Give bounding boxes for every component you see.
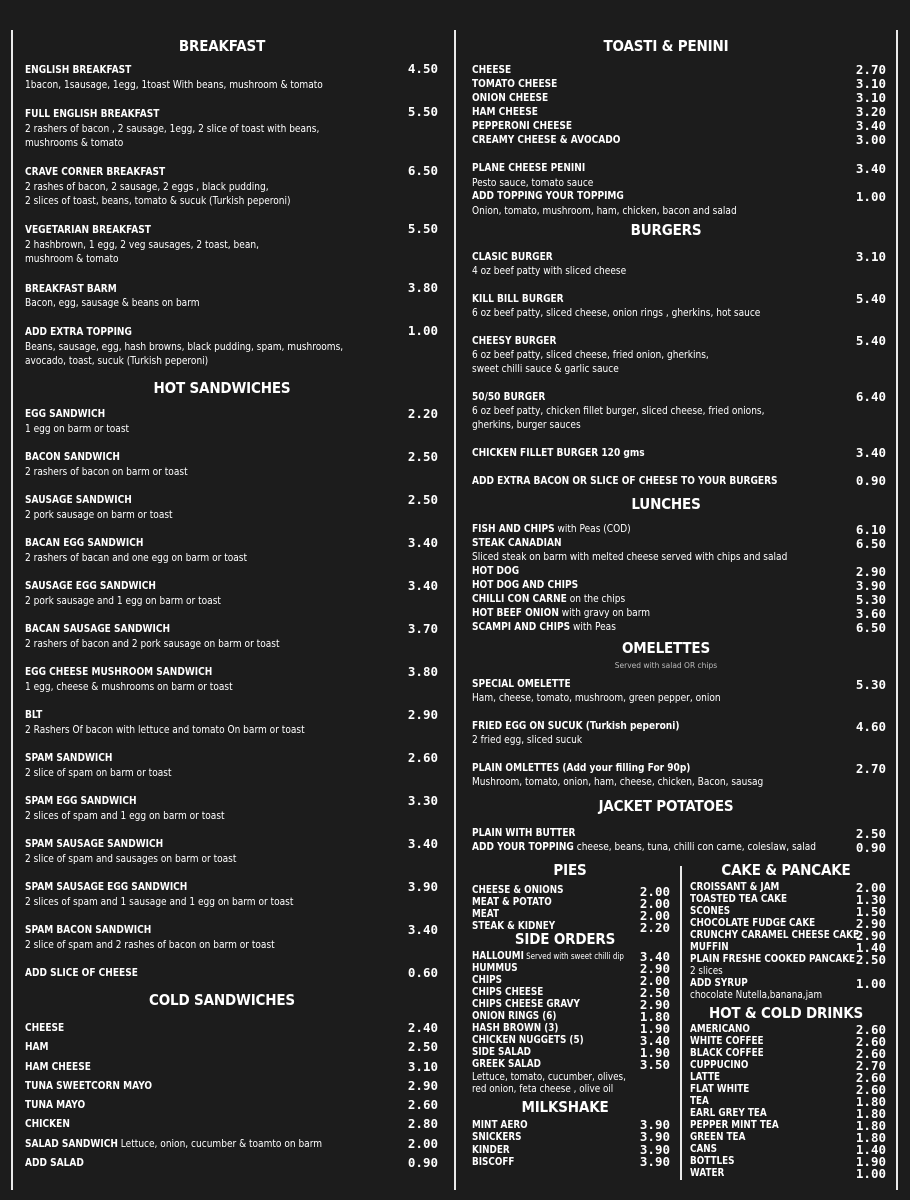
item-desc: Onion, tomato, mushroom, ham, chicken, bacon and salad [472,205,737,217]
item-name: EGG CHEESE MUSHROOM SANDWICH [25,666,213,678]
item-price: 2.20 [407,406,438,421]
item-name: CHIPS CHEESE [472,986,544,998]
item-price: 3.70 [407,621,438,636]
item-name: SNICKERS [472,1131,522,1143]
item-name: CHIPS CHEESE GRAVY [472,998,580,1010]
item-price: 1.80 [639,1009,670,1024]
item-price: 1.80 [855,1106,886,1121]
item-price: 3.40 [855,118,886,133]
item-name: ADD SLICE OF CHEESE [25,967,138,979]
item-name: STEAK & KIDNEY [472,920,556,932]
item-name: SPAM SANDWICH [25,752,113,764]
item-name: FLAT WHITE [690,1083,750,1095]
item-price: 3.90 [407,879,438,894]
item-price: 2.50 [855,952,886,967]
item-name: BACON SANDWICH [25,451,120,463]
item-price: 3.50 [639,1057,670,1072]
item-name: WATER [690,1167,725,1179]
item-desc: Pesto sauce, tomato sauce [472,177,594,189]
section-title: HOT & COLD DRINKS [708,1004,864,1022]
item-price: 4.50 [407,61,438,76]
item-price: 6.50 [855,536,886,551]
item-name: CHEESY BURGER [472,335,557,347]
item-name: TEA [690,1095,709,1107]
item-name: ADD TOPPING YOUR TOPPIMG [472,190,624,202]
item-name: HAM CHEESE [472,106,538,118]
item-name: HOT DOG AND CHIPS [472,579,579,591]
item-desc: 2 rashers of bacan and one egg on barm or toast [25,552,248,564]
item-name: PEPPER MINT TEA [690,1119,779,1131]
item-name-bold: ADD YOUR TOPPING [472,841,574,853]
item-price: 1.00 [855,1166,886,1181]
item-price: 3.40 [407,535,438,550]
item-price: 2.40 [407,1020,438,1035]
item-price: 2.90 [407,1078,438,1093]
item-price: 1.00 [855,189,886,204]
item-name: SIDE SALAD [472,1046,531,1058]
item-desc: Ham, cheese, tomato, mushroom, green pepper, onion [472,692,721,704]
item-name: TOASTED TEA CAKE [690,893,787,905]
item-name: ONION RINGS (6) [472,1010,557,1022]
item-extra: on the chips [566,593,626,605]
item-name: CHIPS [472,974,502,986]
item-extra: with Peas [570,621,616,633]
item-desc: Sliced steak on barm with melted cheese served with chips and salad [472,551,788,563]
item-desc-line2: red onion, feta cheese , olive oil [472,1083,614,1095]
item-desc: 1 egg, cheese & mushrooms on barm or toast [25,681,233,693]
item-price: 1.80 [855,1094,886,1109]
item-price: 3.00 [855,132,886,147]
item-price: 2.70 [855,62,886,77]
item-desc: 6 oz beef patty, sliced cheese, fried onion, gherkins, [472,349,709,361]
item-name: VEGETARIAN BREAKFAST [25,224,151,236]
right-border-line [896,30,898,1190]
item-price: 3.40 [639,949,670,964]
item-price: 2.50 [639,985,670,1000]
item-price: 2.50 [407,449,438,464]
item-extra: Served with sweet chilli dip [523,952,624,962]
item-name: BLACK COFFEE [690,1047,764,1059]
item-price: 3.40 [407,922,438,937]
item-desc: 2 rashes of bacon, 2 sausage, 2 eggs , black pudding, [25,181,269,193]
item-price: 3.20 [855,104,886,119]
item-name: ONION CHEESE [472,92,549,104]
item-name: SPAM SAUSAGE EGG SANDWICH [25,881,188,893]
item-name: HOT DOG [472,565,520,577]
item-name: PLAIN WITH BUTTER [472,827,576,839]
item-price: 4.60 [855,719,886,734]
item-price: 2.80 [407,1116,438,1131]
item-desc-line2: avocado, toast, sucuk (Turkish peperoni) [25,355,209,367]
item-price: 5.50 [407,104,438,119]
item-name: CHEESE [472,64,512,76]
item-name: CHOCOLATE FUDGE CAKE [690,917,816,929]
item-name: SAUSAGE SANDWICH [25,494,132,506]
item-name: CHICKEN NUGGETS (5) [472,1034,584,1046]
item-price: 0.90 [855,840,886,855]
item-name: MEAT [472,908,499,920]
item-desc-line2: mushrooms & tomato [25,137,124,149]
item-name [472,592,625,607]
item-price: 5.40 [855,333,886,348]
item-name: SPAM EGG SANDWICH [25,795,137,807]
item-name-bold: HALLOUMI [472,950,524,962]
item-price: 0.60 [407,965,438,980]
item-price: 6.50 [407,163,438,178]
item-desc: 2 slice of spam and sausages on barm or toast [25,853,237,865]
item-name: CHICKEN FILLET BURGER 120 gms [472,447,645,459]
item-price: 1.80 [855,1130,886,1145]
item-price: 0.90 [855,473,886,488]
item-price: 3.40 [855,161,886,176]
item-price: 1.00 [407,323,438,338]
section-title: JACKET POTATOES [598,797,734,815]
item-name: ENGLISH BREAKFAST [25,64,132,76]
item-price: 3.30 [407,793,438,808]
item-price: 2.60 [855,1082,886,1097]
item-extra: with Peas (COD) [554,523,631,535]
item-price: 1.50 [855,904,886,919]
section-title: PIES [553,861,587,879]
item-name: CHICKEN [25,1118,70,1130]
section-title: TOASTI & PENINI [603,37,729,55]
item-price: 3.40 [407,836,438,851]
item-price: 3.90 [639,1117,670,1132]
item-price: 2.90 [639,997,670,1012]
item-extra: cheese, beans, tuna, chilli con carne, coleslaw, salad [573,841,816,853]
item-desc: 2 rashers of bacon and 2 pork sausage on barm or toast [25,638,280,650]
item-price: 3.10 [855,76,886,91]
item-price: 1.80 [855,1118,886,1133]
item-price: 2.50 [855,826,886,841]
item-extra: Lettuce, onion, cucumber & toamto on barm [117,1138,323,1150]
item-name: CANS [690,1143,718,1155]
item-price: 2.50 [407,492,438,507]
item-desc: 2 slices of spam and 1 sausage and 1 egg on barm or toast [25,896,294,908]
item-desc-line2: gherkins, burger sauces [472,419,581,431]
item-name [472,606,650,621]
item-price: 2.70 [855,761,886,776]
item-price: 3.40 [407,578,438,593]
item-price: 1.40 [855,1142,886,1157]
item-price: 3.90 [639,1129,670,1144]
item-name: PLAIN FRESHE COOKED PANCAKE [690,953,856,965]
item-price: 3.40 [639,1033,670,1048]
item-desc-line2: mushroom & tomato [25,253,119,265]
item-price: 2.90 [639,961,670,976]
item-name: EARL GREY TEA [690,1107,767,1119]
section-title: COLD SANDWICHES [149,991,295,1009]
item-name: ADD SYRUP [690,977,748,989]
section-title: MILKSHAKE [521,1098,609,1116]
item-name: KINDER [472,1144,510,1156]
item-name: EGG SANDWICH [25,408,106,420]
item-price: 0.90 [407,1155,438,1170]
item-price: 3.60 [855,606,886,621]
item-name: WHITE COFFEE [690,1035,764,1047]
item-price: 1.90 [639,1045,670,1060]
item-desc: 2 pork sausage on barm or toast [25,509,173,521]
item-price: 5.30 [855,677,886,692]
item-name: CRUNCHY CARAMEL CHEESE CAKE [690,929,860,941]
item-price: 3.80 [407,664,438,679]
item-name: BACAN EGG SANDWICH [25,537,144,549]
item-desc: 6 oz beef patty, sliced cheese, onion rings , gherkins, hot sauce [472,307,761,319]
section-title: BURGERS [630,221,702,239]
item-name: CREAMY CHEESE & AVOCADO [472,134,621,146]
item-name: 50/50 BURGER [472,391,546,403]
item-price: 1.90 [855,1154,886,1169]
item-price: 3.90 [639,1142,670,1157]
item-desc: Mushroom, tomato, onion, ham, cheese, chicken, Bacon, sausag [472,776,764,788]
item-desc: 2 slice of spam and 2 rashes of bacon on barm or toast [25,939,275,951]
item-desc: 2 slices [690,965,723,977]
item-price: 2.90 [855,564,886,579]
item-name: ADD EXTRA BACON OR SLICE OF CHEESE TO YOUR BURGERS [472,475,778,487]
center-divider-line [454,30,456,1190]
item-name: CHEESE [25,1022,65,1034]
section-title: HOT SANDWICHES [153,379,291,397]
item-desc: 2 slices of spam and 1 egg on barm or toast [25,810,225,822]
item-price: 2.90 [855,916,886,931]
item-name-bold: SCAMPI AND CHIPS [472,621,571,633]
item-desc: 2 slice of spam on barm or toast [25,767,172,779]
item-name: HAM CHEESE [25,1061,91,1073]
item-desc: 2 Rashers Of bacon with lettuce and tomato On barm or toast [25,724,305,736]
item-desc: chocolate Nutella,banana,jam [690,989,823,1001]
section-subtitle: Served with salad OR chips [614,661,718,670]
item-name: LATTE [690,1071,721,1083]
item-desc: 2 rashers of bacon on barm or toast [25,466,188,478]
item-desc: 2 fried egg, sliced sucuk [472,734,583,746]
item-name [472,620,616,635]
item-price: 2.60 [407,750,438,765]
item-price: 2.60 [855,1046,886,1061]
item-name-bold: SALAD SANDWICH [25,1138,118,1150]
item-price: 2.90 [407,707,438,722]
item-desc: 2 hashbrown, 1 egg, 2 veg sausages, 2 toast, bean, [25,239,259,251]
item-price: 2.20 [639,920,670,935]
item-name: FULL ENGLISH BREAKFAST [25,108,160,120]
item-name: ADD SALAD [25,1157,84,1169]
item-extra: with gravy on barm [558,607,651,619]
item-name: BISCOFF [472,1156,515,1168]
item-name: SPAM BACON SANDWICH [25,924,152,936]
item-name: SPECIAL OMELETTE [472,678,571,690]
item-price: 3.90 [639,1154,670,1169]
item-name: CHEESE & ONIONS [472,884,564,896]
item-price: 3.10 [855,249,886,264]
item-price: 2.00 [855,880,886,895]
item-name: TUNA MAYO [25,1099,86,1111]
item-desc: 4 oz beef patty with sliced cheese [472,265,627,277]
item-price: 2.00 [639,973,670,988]
item-price: 2.70 [855,1058,886,1073]
item-name [25,1137,322,1152]
item-price: 3.40 [855,445,886,460]
item-desc: 2 rashers of bacon , 2 sausage, 1egg, 2 slice of toast with beans, [25,123,320,135]
item-price: 5.30 [855,592,886,607]
item-name: MINT AERO [472,1119,528,1131]
item-name: BOTTLES [690,1155,735,1167]
item-name: BREAKFAST BARM [25,283,117,295]
item-price: 2.60 [855,1034,886,1049]
item-price: 1.00 [855,976,886,991]
item-name: HAM [25,1041,49,1053]
item-name: CROISSANT & JAM [690,881,780,893]
item-name: PEPPERONI CHEESE [472,120,573,132]
item-name-bold: CHILLI CON CARNE [472,593,567,605]
item-name: CRAVE CORNER BREAKFAST [25,166,166,178]
item-name [472,840,816,855]
item-desc: Beans, sausage, egg, hash browns, black pudding, spam, mushrooms, [25,341,344,353]
item-price: 2.60 [407,1097,438,1112]
section-title: OMELETTES [621,639,711,657]
item-name: BLT [25,709,43,721]
item-name: PLANE CHEESE PENINI [472,162,586,174]
item-name: HASH BROWN (3) [472,1022,559,1034]
item-name-bold: HOT BEEF ONION [472,607,559,619]
item-price: 6.50 [855,620,886,635]
item-name [472,522,631,537]
item-name: SPAM SAUSAGE SANDWICH [25,838,164,850]
section-title: BREAKFAST [178,37,266,55]
item-price: 2.00 [639,908,670,923]
item-name: PLAIN OMLETTES (Add your filling For 90p) [472,762,691,774]
item-name: SCONES [690,905,731,917]
item-name: CUPPUCINO [690,1059,749,1071]
item-price: 2.60 [855,1070,886,1085]
item-price: 2.00 [639,884,670,899]
item-price: 2.90 [855,928,886,943]
pies-cake-divider-line [680,866,682,1180]
item-name: STEAK CANADIAN [472,537,562,549]
item-name: FRIED EGG ON SUCUK (Turkish peperoni) [472,720,680,732]
item-price: 6.10 [855,522,886,537]
item-price: 3.90 [855,578,886,593]
item-desc: 6 oz beef patty, chicken fillet burger, sliced cheese, fried onions, [472,405,765,417]
item-desc: 2 pork sausage and 1 egg on barm or toast [25,595,221,607]
section-title: LUNCHES [631,495,701,513]
item-price: 2.50 [407,1039,438,1054]
left-border-line [11,30,13,1190]
item-name: TUNA SWEETCORN MAYO [25,1080,153,1092]
item-price: 1.30 [855,892,886,907]
item-name: TOMATO CHEESE [472,78,558,90]
item-name: GREEK SALAD [472,1058,541,1070]
item-desc: 1 egg on barm or toast [25,423,130,435]
section-title: CAKE & PANCAKE [721,861,851,879]
item-name: ADD EXTRA TOPPING [25,326,132,338]
item-desc: Lettuce, tomato, cucumber, olives, [472,1071,626,1083]
item-name: HUMMUS [472,962,518,974]
item-price: 1.90 [639,1021,670,1036]
item-price: 3.80 [407,280,438,295]
item-name: MEAT & POTATO [472,896,552,908]
item-price: 3.10 [855,90,886,105]
item-price: 5.40 [855,291,886,306]
item-name: MUFFIN [690,941,729,953]
item-desc: 1bacon, 1sausage, 1egg, 1toast With beans, mushroom & tomato [25,79,323,91]
item-name: GREEN TEA [690,1131,746,1143]
item-name: BACAN SAUSAGE SANDWICH [25,623,171,635]
item-name: SAUSAGE EGG SANDWICH [25,580,156,592]
item-name: KILL BILL BURGER [472,293,564,305]
item-desc-line2: 2 slices of toast, beans, tomato & sucuk (Turkish peperoni) [25,195,291,207]
item-desc: Bacon, egg, sausage & beans on barm [25,297,200,309]
item-price: 3.10 [407,1059,438,1074]
item-price: 5.50 [407,221,438,236]
item-name-bold: FISH AND CHIPS [472,523,555,535]
item-name: CLASIC BURGER [472,251,553,263]
section-title: SIDE ORDERS [514,930,616,948]
item-desc-line2: sweet chilli sauce & garlic sauce [472,363,619,375]
item-price: 1.40 [855,940,886,955]
item-price: 2.00 [639,896,670,911]
item-price: 2.60 [855,1022,886,1037]
item-price: 6.40 [855,389,886,404]
item-name: AMERICANO [690,1023,750,1035]
item-price: 2.00 [407,1136,438,1151]
